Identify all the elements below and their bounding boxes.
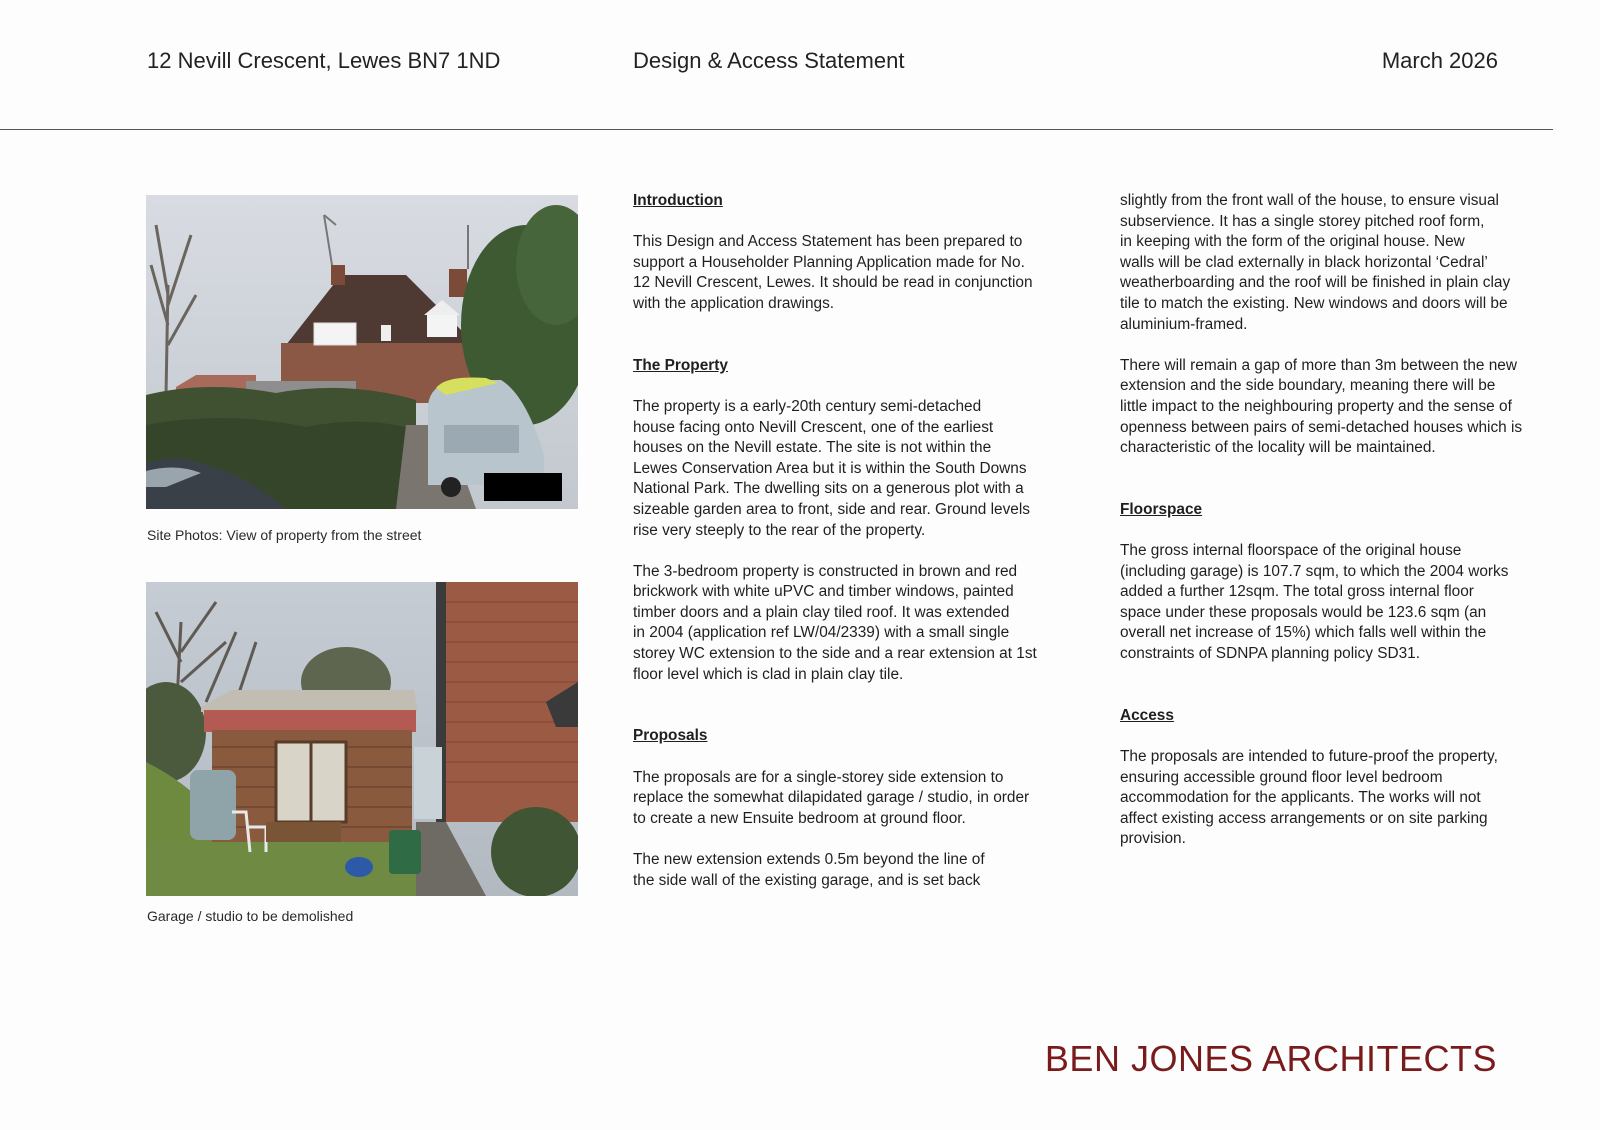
- proposals-paragraph-3: slightly from the front wall of the house, to ensure visual subservience. It has a single storey pitched roof form, in keeping with the form of the original house. New walls will be clad externally in black horizontal ‘Cedral’ weatherboarding and the roof will be finished in plain clay tile to match the existing. New windows and doors will be aluminium-framed.: [1120, 192, 1511, 333]
- street-view-photo: [146, 195, 578, 509]
- property-heading: The Property: [633, 356, 728, 374]
- proposals-paragraph-1: The proposals are for a single-storey side extension to replace the somewhat dilapidated garage / studio, in order to create a new Ensuite bedroom at ground floor.: [633, 768, 1030, 827]
- proposals-paragraph-4: There will remain a gap of more than 3m between the new extension and the side boundary, meaning there will be little impact to the neighbouring property and the sense of openness between pairs of semi-detached houses which is characteristic of the locality will be maintained.: [1120, 356, 1523, 457]
- floorspace-heading: Floorspace: [1120, 500, 1203, 518]
- text-column-right: [1120, 191, 1560, 850]
- introduction-body: This Design and Access Statement has been prepared to support a Householder Planning Application made for No. 12 Nevill Crescent, Lewes. It should be read in conjunction with the application drawings.: [633, 233, 1033, 312]
- document-title: Design & Access Statement: [633, 48, 905, 73]
- header-divider: [0, 129, 1553, 130]
- property-paragraph-1: The property is a early-20th century semi-detached house facing onto Nevill Crescent, one of the earliest houses on the Nevill estate. The site is not within the Lewes Conservation Area but it is within the South Downs National Park. The dwelling sits on a generous plot with a sizeable garden area to front, side and rear. Ground levels rise very steeply to the rear of the property.: [633, 397, 1030, 539]
- header-address: 12 Nevill Crescent, Lewes BN7 1ND: [147, 48, 501, 73]
- property-paragraph-2: The 3-bedroom property is constructed in brown and red brickwork with white uPVC and timber windows, painted timber doors and a plain clay tiled roof. It was extended in 2004 (application ref LW/04/2339) with a small single storey WC extension to the side and a rear extension at 1st floor level which is clad in plain clay tile.: [633, 562, 1037, 683]
- garage-photo-caption: Garage / studio to be demolished: [147, 908, 354, 924]
- document-date: March 2026: [1381, 48, 1498, 73]
- proposals-paragraph-2: The new extension extends 0.5m beyond the line of the side wall of the existing garage, and is set back: [633, 851, 985, 889]
- text-column-middle: [633, 191, 1073, 891]
- access-body: The proposals are intended to future-proof the property, ensuring accessible ground floor level bedroom accommodation for the applicants. The works will not affect existing access arrangements or on site parking provision.: [1120, 748, 1498, 848]
- floorspace-body: The gross internal floorspace of the original house (including garage) is 107.7 sqm, to which the 2004 works added a further 12sqm. The total gross internal floor space under these proposals would be 123.6 sqm (an overall net increase of 15%) which falls well within the constraints of SDNPA planning policy SD31.: [1120, 542, 1509, 663]
- access-heading: Access: [1120, 706, 1174, 724]
- architect-brand-logo: BEN JONES ARCHITECTS: [1044, 1038, 1497, 1079]
- garage-photo: [146, 582, 578, 896]
- street-photo-caption: Site Photos: View of property from the street: [147, 527, 422, 543]
- proposals-heading: Proposals: [633, 727, 708, 745]
- introduction-heading: Introduction: [633, 192, 723, 209]
